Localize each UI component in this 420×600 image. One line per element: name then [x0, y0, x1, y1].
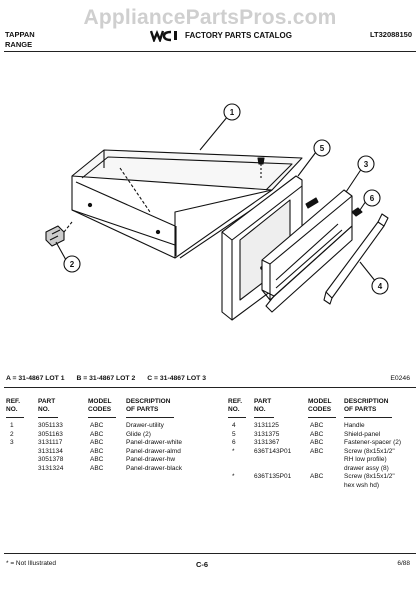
watermark: AppliancePartsPros.com: [83, 6, 337, 29]
col-model: MODEL CODES: [308, 398, 332, 413]
model-codes-cell: ABC: [310, 447, 324, 455]
model-codes-cell: ABC: [310, 473, 324, 480]
col-part: PART NO.: [38, 398, 56, 413]
callout-4-label: 4: [377, 282, 383, 291]
model-codes-cell: ABC: [310, 422, 324, 429]
lot-b: B = 31-4867 LOT 2: [76, 375, 136, 382]
brand-block: [5, 30, 35, 50]
part-number-cell: 3051163: [38, 430, 63, 438]
model-codes-cell: ABC: [90, 430, 104, 438]
ref-cell: *: [232, 473, 235, 480]
part-number-cell: 3131134: [38, 447, 63, 455]
model-codes-cell: ABC: [90, 439, 104, 446]
lot-c: C = 31-4867 LOT 3: [147, 375, 206, 382]
model-codes-cell: ABC: [90, 447, 104, 455]
catalog-date: 6/88: [397, 560, 410, 567]
model-codes-cell: ABC: [90, 422, 104, 429]
col-ref: REF. NO.: [6, 398, 21, 413]
ref-cell: 4: [232, 422, 236, 429]
description-cell: RH low profile): [344, 456, 387, 463]
brand-name: TAPPAN: [5, 30, 35, 39]
glide-part: [46, 222, 72, 246]
page-number: C-6: [196, 560, 209, 569]
col-ref: REF. NO.: [228, 398, 243, 413]
description-cell: Shield-panel: [344, 430, 381, 438]
part-number-cell: 636T143P01: [254, 447, 292, 455]
part-number-cell: 3131117: [38, 439, 63, 446]
callout-3-label: 3: [363, 160, 369, 169]
part-number-cell: 636T135P01: [254, 473, 292, 480]
ref-cell: 5: [232, 430, 236, 438]
callout-6-label: 6: [369, 194, 375, 203]
part-number-cell: 3131324: [38, 464, 64, 472]
ref-cell: 1: [10, 422, 14, 429]
description-cell: Panel-drawer-hw: [126, 456, 176, 463]
ref-cell: 2: [10, 430, 14, 438]
model-codes-cell: ABC: [310, 439, 324, 446]
callout-1-label: 1: [229, 108, 235, 117]
callout-5-label: 5: [319, 144, 325, 153]
lot-legend: [6, 375, 206, 382]
model-codes-cell: ABC: [310, 430, 324, 438]
description-cell: Screw (8x15x1/2": [344, 473, 395, 480]
model-number: LT32088150: [370, 30, 412, 39]
model-codes-cell: ABC: [90, 464, 104, 472]
part-number-cell: 3131367: [254, 439, 280, 446]
part-number-cell: 3051378: [38, 456, 64, 463]
description-cell: hex wsh hd): [344, 481, 380, 489]
col-description: DESCRIPTION OF PARTS: [344, 398, 389, 413]
description-cell: drawer assy (8): [344, 464, 389, 472]
description-cell: Panel-drawer-almd: [126, 447, 181, 455]
product-type: RANGE: [5, 40, 33, 49]
table-top-rule: [4, 387, 416, 388]
part-number-cell: 3131375: [254, 430, 280, 438]
callout-2-label: 2: [69, 260, 75, 269]
description-cell: Drawer-utility: [126, 422, 164, 429]
description-cell: Fastener-spacer (2): [344, 439, 402, 446]
description-cell: Panel-drawer-white: [126, 439, 182, 446]
description-cell: Handle: [344, 422, 365, 429]
catalog-title-block: [150, 29, 292, 42]
ref-cell: 3: [10, 439, 14, 446]
catalog-title: FACTORY PARTS CATALOG: [185, 31, 292, 40]
part-number-cell: 3131125: [254, 422, 279, 429]
e-code: E0246: [390, 375, 410, 382]
description-cell: Panel-drawer-black: [126, 464, 182, 472]
ref-cell: *: [232, 447, 235, 455]
part-number-cell: 3051133: [38, 422, 63, 429]
footer-rule: [4, 553, 416, 554]
not-illustrated-note: * = Not Illustrated: [6, 560, 57, 567]
wci-logo: [150, 29, 182, 42]
ref-cell: 6: [232, 439, 236, 446]
description-cell: Screw (8x15x1/2": [344, 447, 395, 455]
model-codes-cell: ABC: [90, 456, 104, 463]
col-part: PART NO.: [254, 398, 272, 413]
col-description: DESCRIPTION OF PARTS: [126, 398, 171, 413]
lot-a: A = 31-4867 LOT 1: [6, 375, 65, 382]
col-model: MODEL CODES: [88, 398, 112, 413]
exploded-parts-diagram: [0, 52, 420, 372]
description-cell: Glide (2): [126, 430, 151, 438]
